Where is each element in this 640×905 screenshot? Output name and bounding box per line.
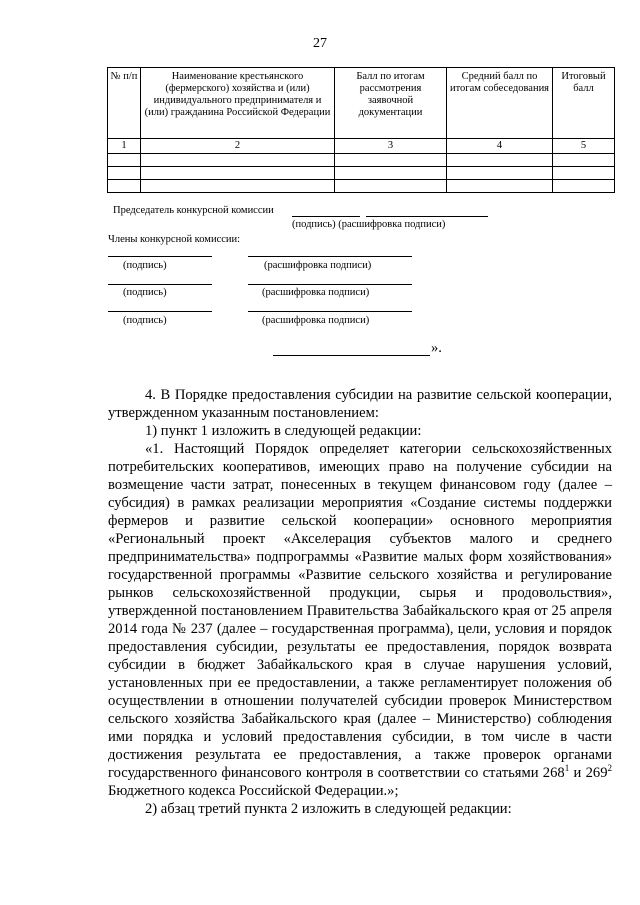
header-document-score: Балл по итогам рассмотрения заявочной документации [335, 68, 447, 139]
header-name: Наименование крестьянского (фермерского) хозяйства и (или) индивидуального предпринимателя и (или) гражданина Российской Федерации [141, 68, 335, 139]
header-interview-score: Средний балл по итогам собеседования [447, 68, 553, 139]
chairman-transcript-line [366, 216, 488, 217]
table-cell: 1 [108, 139, 141, 154]
member-signature-line [108, 256, 212, 257]
paragraph-item-1-text: «1. Настоящий Порядок определяет категории сельскохозяйственных потребительских кооперативов, имеющих право на получение субсидии на возмещение части затрат, понесенных в текущем финансовом году (далее – субсидия) в рамках реализации мероприятия «Создание системы поддержки фермеров и развитие сельской кооперации» основного мероприятия «Региональный проект «Акселерация субъектов малого и среднего предпринимательства» подпрограммы «Развитие малых форм хозяйствования» государственной программы «Развитие сельского хозяйства и регулирование рынков сельскохозяйственной продукции, сырья и продовольствия», утвержденной постановлением Правительства Забайкальского края от 25 апреля 2014 года № 237 (далее – государственная программа), цели, условия и порядок предоставления субсидии, результаты ее предоставления, порядок возврата субсидии в бюджет Забайкальского края в случае нарушения условий, установленных при ее предоставлении, а также регламентирует положения об осуществлении в отношении получателей субсидии проверок Министерством сельского хозяйства Забайкальского края (далее – Министерство) соблюдения ими порядка и условий предоставления субсидии, в том числе в части достижения результата ее предоставления, а также проверок органами государственного финансового контроля в соответствии со статьями $268^1$ и $269^2$ Бюджетного кодекса Российской Федерации.»; [108, 441, 612, 799]
table-row [108, 180, 615, 193]
member-signature-caption: (подпись) [123, 315, 167, 326]
paragraph-subitem-1: 1) пункт 1 изложить в следующей редакции: [145, 423, 422, 439]
member-transcript-caption: (расшифровка подписи) [264, 260, 372, 271]
chairman-caption: (подпись) (расшифровка подписи) [292, 219, 446, 230]
member-transcript-caption: (расшифровка подписи) [262, 287, 370, 298]
table-cell: 5 [553, 139, 615, 154]
table-cell: 3 [335, 139, 447, 154]
members-label: Члены конкурсной комиссии: [108, 234, 241, 245]
closing-quote: ». [431, 340, 442, 356]
scores-table [107, 67, 615, 193]
paragraph-4: 4. В Порядке предоставления субсидии на развитие сельской кооперации, утвержденном указанным постановлением: [108, 387, 612, 421]
table-cell: 2 [141, 139, 335, 154]
member-signature-caption: (подпись) [123, 260, 167, 271]
member-transcript-line [248, 311, 412, 312]
chairman-signature-line [292, 216, 360, 217]
table-row [108, 154, 615, 167]
member-transcript-caption: (расшифровка подписи) [262, 315, 370, 326]
table-row [108, 139, 615, 154]
member-signature-line [108, 311, 212, 312]
member-signature-caption: (подпись) [123, 287, 167, 298]
chairman-label: Председатель конкурсной комиссии [113, 205, 274, 216]
table-header-row [108, 68, 615, 139]
table-cell: 4 [447, 139, 553, 154]
member-signature-line [108, 284, 212, 285]
closing-line [273, 355, 430, 356]
member-transcript-line [248, 284, 412, 285]
table-row [108, 167, 615, 180]
header-total-score: Итоговый балл [553, 68, 615, 139]
member-transcript-line [248, 256, 412, 257]
page-number: 27 [313, 36, 327, 51]
header-number: № п/п [108, 68, 141, 139]
paragraph-subitem-2: 2) абзац третий пункта 2 изложить в следующей редакции: [145, 801, 512, 817]
